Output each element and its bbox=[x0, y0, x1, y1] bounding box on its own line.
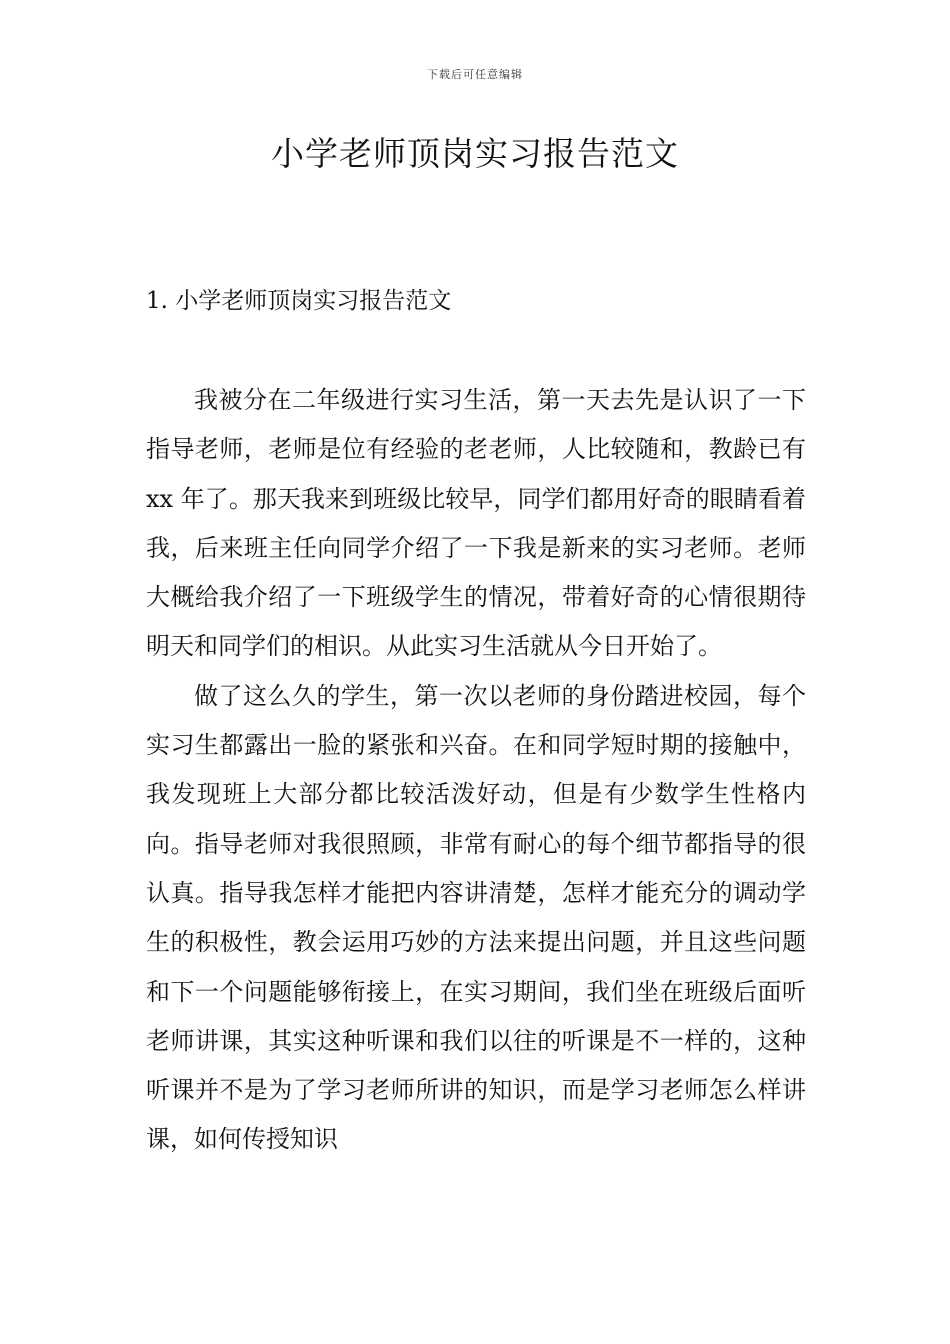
document-body bbox=[146, 376, 806, 1165]
header-note: 下载后可任意编辑 bbox=[427, 68, 523, 81]
section-heading: 1. 小学老师顶岗实习报告范文 bbox=[146, 288, 452, 314]
paragraph-2: 做了这么久的学生，第一次以老师的身份踏进校园，每个实习生都露出一脸的紧张和兴奋。在和同学短时期的接触中，我发现班上大部分都比较活泼好动，但是有少数学生性格内向。指导老师对我很照顾，非常有耐心的每个细节都指导的很认真。指导我怎样才能把内容讲清楚，怎样才能充分的调动学生的积极性，教会运用巧妙的方法来提出问题，并且这些问题和下一个问题能够衔接上，在实习期间，我们坐在班级后面听老师讲课，其实这种听课和我们以往的听课是不一样的，这种听课并不是为了学习老师所讲的知识，而是学习老师怎么样讲课，如何传授知识 bbox=[146, 681, 806, 1154]
document-title: 小学老师顶岗实习报告范文 bbox=[271, 134, 679, 173]
paragraph-1: 我被分在二年级进行实习生活，第一天去先是认识了一下指导老师，老师是位有经验的老老师，人比较随和，教龄已有 xx 年了。那天我来到班级比较早，同学们都用好奇的眼睛看着我，后来班主任向同学介绍了一下我是新来的实习老师。老师大概给我介绍了一下班级学生的情况，带着好奇的心情很期待明天和同学们的相识。从此实习生活就从今日开始了。 bbox=[146, 386, 806, 661]
